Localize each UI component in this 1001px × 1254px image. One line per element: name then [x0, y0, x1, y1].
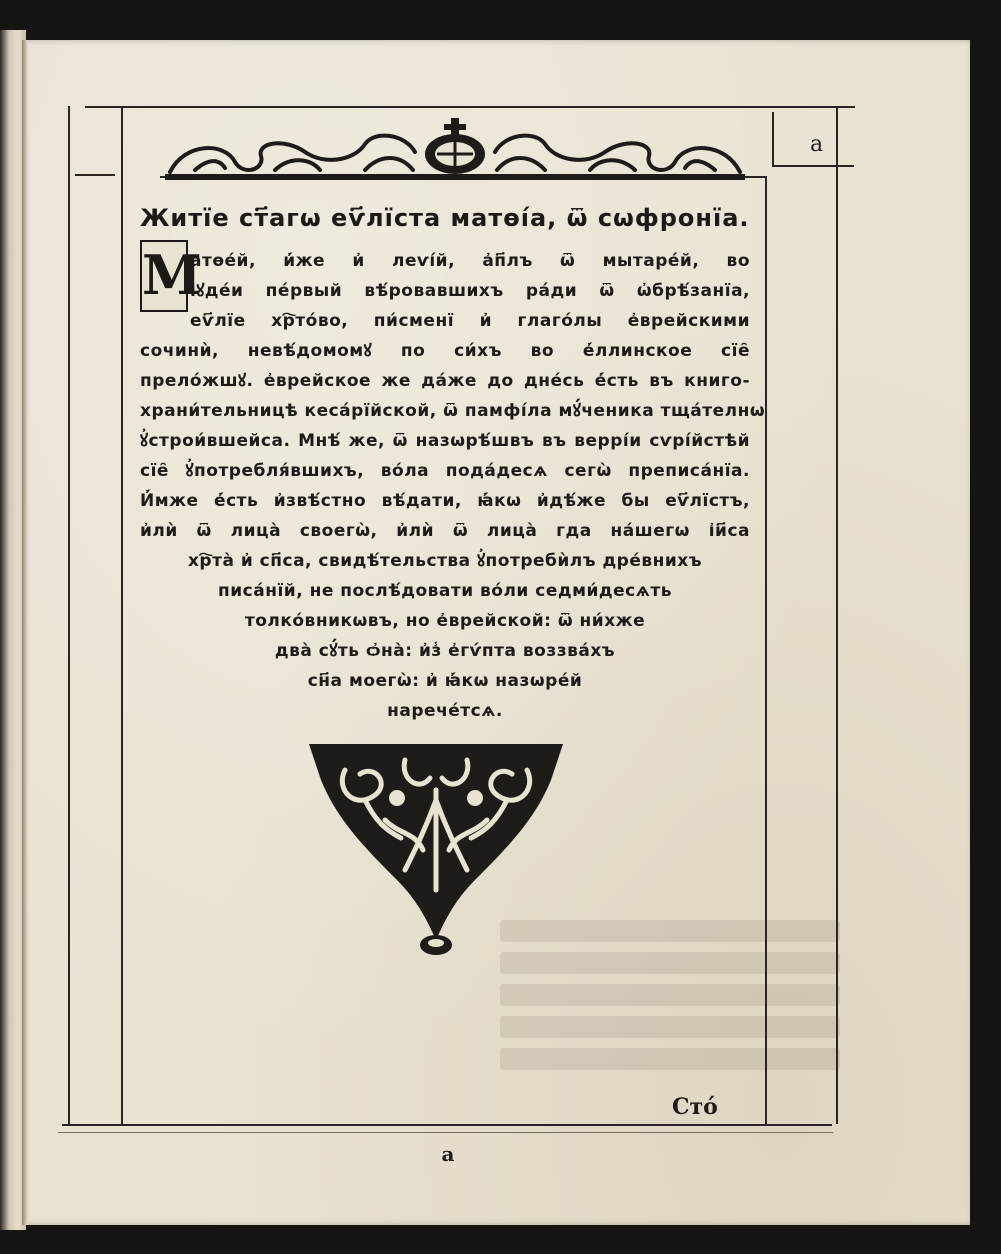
text-line: прело́жшꙋ. е҆врейское же да́же до дне́сь е҆́сть въ книго- [140, 371, 750, 391]
text-line: сїе̑ ꙋ҆потребля́вшихъ, во́ла пода́десѧ сегѡ̀ преписа́нїа. [140, 461, 750, 481]
frame-folio-divider [772, 112, 774, 165]
text-line: еѵ҃лїе хр҇то́во, пи́сменї и҆ глаго́лы е҆врейскими [190, 311, 750, 331]
frame-left-outer [68, 106, 70, 1126]
frame-bottom-rule-2 [58, 1132, 833, 1133]
text-line: и҆лѝ ѿ лица̀ своегѡ̀, и҆лѝ ѿ лица̀ гда на́шегѡ і҆и҃са [140, 521, 750, 541]
text-line: сн҃а моегѡ̀: и҆ ꙗ҆́кѡ назѡре́й [307, 671, 583, 691]
text-line: толко́вникѡвъ, но е҆врейской: ѿ ни́хже [244, 611, 646, 631]
headpiece-ornament-icon [165, 112, 745, 182]
text-line: нарече́тсѧ. [387, 701, 503, 721]
frame-bottom-rule [62, 1124, 832, 1126]
text-line: храни́тельницѣ кеса́рїйской, ѿ памфі́ла мꙋ́ченика тща́телнѡ [140, 401, 766, 421]
text-line: И҆́мже е҆́сть и҆звѣ́стно вѣ́дати, ꙗ҆́кѡ и҆дѣ́же бы еѵ҃лїстъ, [140, 491, 750, 511]
frame-left-inner [121, 106, 123, 1126]
text-line: ꙋ҆строи́вшейса. Мнѣ́ же, ѿ назѡрѣ́швъ въ веррі́и сѵрі́йстѣй [140, 431, 750, 451]
catchword: Сто́ [672, 1094, 718, 1120]
signature-mark: а [441, 1142, 455, 1166]
text-line: два̀ сꙋ́ть ѻ҆на̀: и҆з̾ е҆гѵ́пта воззва́хъ [274, 641, 616, 661]
frame-right-inner [765, 176, 767, 1124]
frame-folio-rule [772, 165, 854, 167]
text-line: сочинѝ, невѣ́домомꙋ по си́хъ во е҆́ллинское сїе̑ [140, 341, 750, 361]
folio-number: а [810, 132, 824, 157]
text-line: атѳе́й, и҆́же и҆ леѵі́й, а҆п҃лъ ѿ мытаре́й, во [190, 251, 750, 271]
text-line: і҆ꙋде́и пе́рвый вѣ́ровавшихъ ра́ди ѿ ѡ҆брѣ́занїа, [190, 281, 750, 301]
text-line: писа́нїй, не послѣ́довати во́ли седми́десѧть [218, 581, 672, 601]
text-line: хр҇та̀ и҆ сп҃са, свидѣ́тельства ꙋ҆потребѝлъ дре́внихъ [187, 551, 703, 571]
page-gutter [22, 40, 28, 1225]
tailpiece-ornament-icon [305, 740, 567, 960]
frame-right-outer [836, 106, 838, 1124]
frame-top-rule [85, 106, 855, 108]
frame-left-tick [75, 174, 115, 176]
page-title: Житїе ст҃агѡ еѵ҃лїста матѳі́а, ѿ сѡфронїа. [140, 204, 750, 232]
drop-cap-initial: М [140, 240, 188, 312]
